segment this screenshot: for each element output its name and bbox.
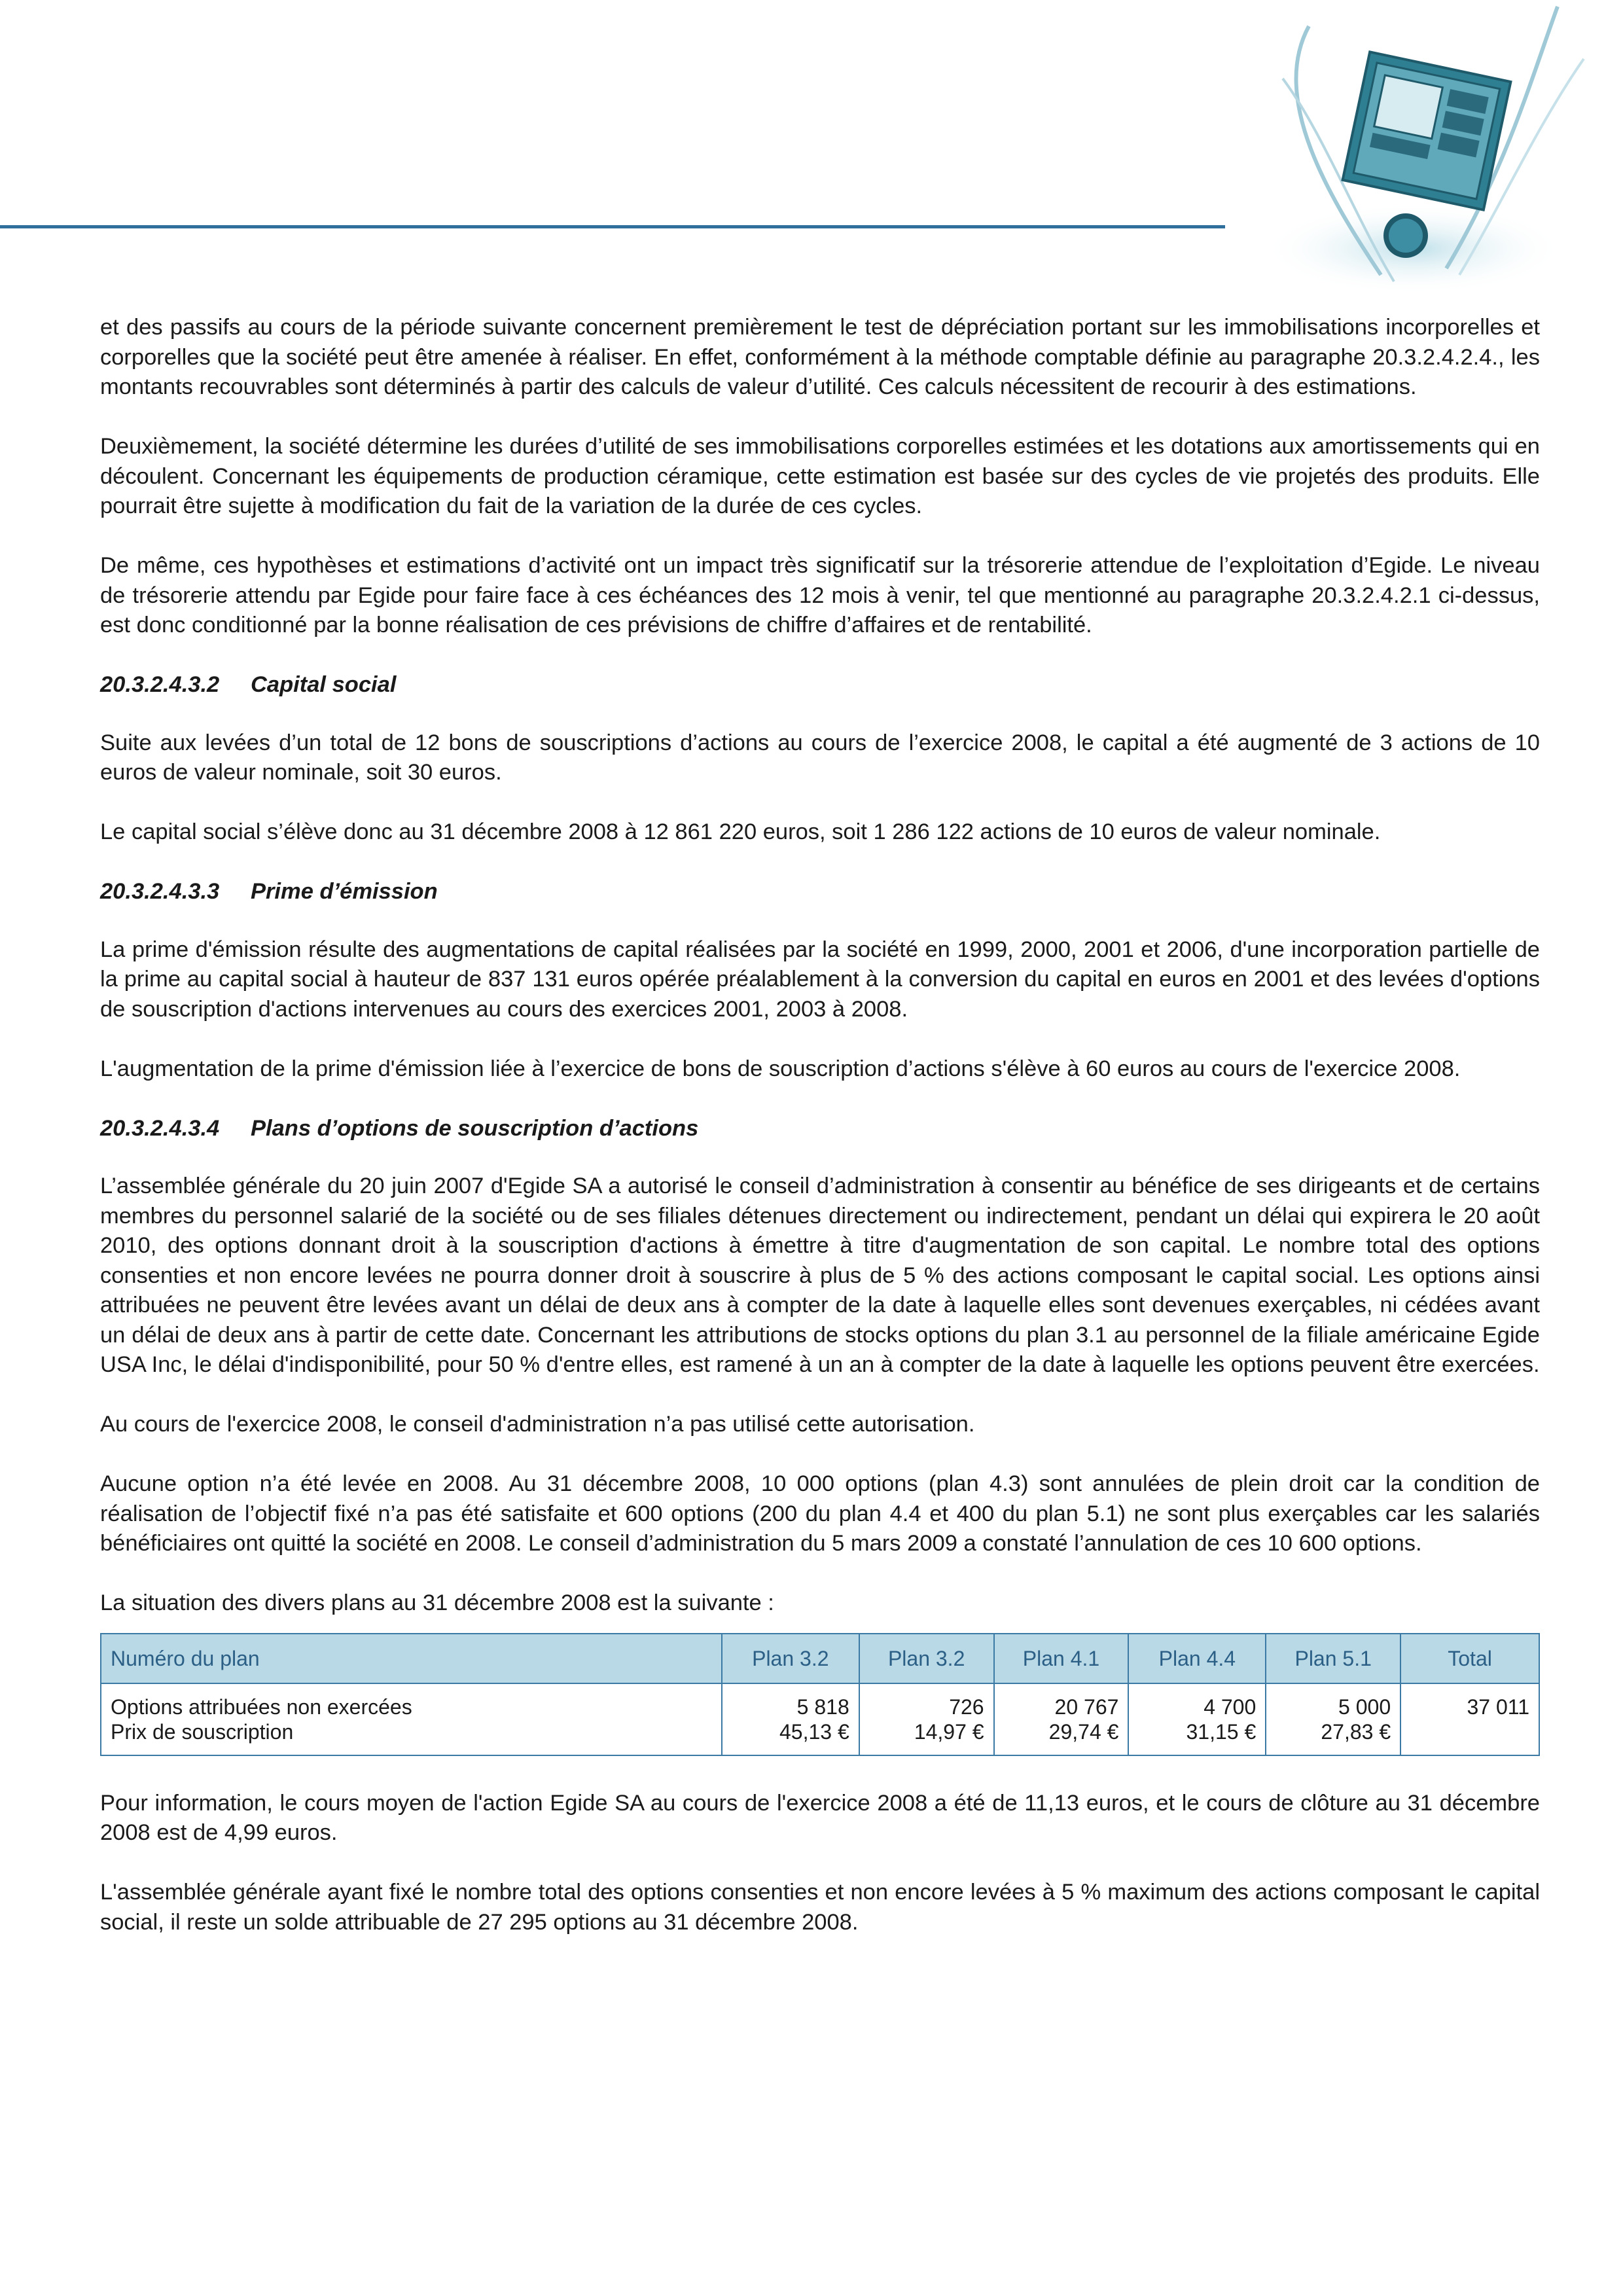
heading-capital-social xyxy=(100,670,1540,700)
table-cell xyxy=(994,1683,1129,1755)
table-header-cell: Total xyxy=(1400,1634,1539,1683)
document-body xyxy=(100,313,1540,1967)
table-row xyxy=(101,1683,1539,1755)
heading-number: 20.3.2.4.3.2 xyxy=(100,672,220,697)
cell-prix: 29,74 € xyxy=(1048,1719,1119,1744)
cell-options: 5 000 xyxy=(1338,1695,1391,1719)
table-cell xyxy=(859,1683,994,1755)
prime-paragraph-2: L'augmentation de la prime d'émission liée à l’exercice de bons de souscription d’actions s'élève à 60 euros au cours de l'exercice 2008. xyxy=(100,1056,1461,1081)
cell-prix xyxy=(1410,1719,1529,1744)
cell-options: 726 xyxy=(949,1695,984,1719)
heading-plans-options xyxy=(100,1114,1540,1144)
table-header-cell: Plan 4.1 xyxy=(994,1634,1129,1683)
row-label-options: Options attribuées non exercées xyxy=(111,1695,412,1719)
table-header-cell: Plan 3.2 xyxy=(722,1634,859,1683)
cell-options: 4 700 xyxy=(1204,1695,1257,1719)
capital-paragraph-1: Suite aux levées d’un total de 12 bons de souscriptions d’actions au cours de l’exercice 2008, le capital a été augmenté de 3 actions de 10 euros de valeur nominale, soit 30 euros. xyxy=(100,730,1540,785)
plans-paragraph-2: Au cours de l'exercice 2008, le conseil d'administration n’a pas utilisé cette autorisation. xyxy=(100,1412,975,1437)
table-header-cell: Plan 3.2 xyxy=(859,1634,994,1683)
intro-paragraph-1: et des passifs au cours de la période suivante concernent premièrement le test de dépréciation portant sur les immobilisations incorporelles et corporelles que la société peut être amenée à réaliser. En effet, conformément à la méthode comptable définie au paragraphe 20.3.2.4.2.4., les montants recouvrables sont déterminés à partir des calculs de valeur d’utilité. Ces calculs nécessitent de recourir à des estimations. xyxy=(100,315,1540,399)
cell-prix: 31,15 € xyxy=(1186,1719,1257,1744)
intro-paragraph-3: De même, ces hypothèses et estimations d’activité ont un impact très significatif sur la trésorerie attendue de l’exploitation d’Egide. Le niveau de trésorerie attendu par Egide pour faire face à ces échéances des 12 mois à venir, tel que mentionné au paragraphe 20.3.2.4.2.1 ci-dessus, est donc conditionné par la bonne réalisation de ces prévisions de chiffre d’affaires et de rentabilité. xyxy=(100,553,1540,637)
cell-prix: 27,83 € xyxy=(1321,1719,1391,1744)
table-row-labels xyxy=(101,1683,722,1755)
header-rule xyxy=(0,225,1225,228)
heading-number: 20.3.2.4.3.3 xyxy=(100,879,220,904)
closing-paragraph-1: Pour information, le cours moyen de l'action Egide SA au cours de l'exercice 2008 a été de 11,13 euros, et le cours de clôture au 31 décembre 2008 est de 4,99 euros. xyxy=(100,1790,1540,1845)
table-header-row xyxy=(101,1634,1539,1683)
heading-title: Prime d’émission xyxy=(251,879,438,904)
table-header-cell: Plan 4.4 xyxy=(1128,1634,1266,1683)
table-header-cell: Plan 5.1 xyxy=(1266,1634,1400,1683)
heading-number: 20.3.2.4.3.4 xyxy=(100,1115,220,1141)
table-header-cell: Numéro du plan xyxy=(101,1634,722,1683)
table-cell xyxy=(1128,1683,1266,1755)
prime-paragraph-1: La prime d'émission résulte des augmentations de capital réalisées par la société en 1999, 2000, 2001 et 2006, d'une incorporation partielle de la prime au capital social à hauteur de 837 131 euros opérée préalablement à la conversion du capital en euros en 2001 et des levées d'options de souscription d'actions intervenues au cours des exercices 2001, 2003 à 2008. xyxy=(100,937,1540,1022)
cell-prix: 45,13 € xyxy=(779,1719,849,1744)
capital-paragraph-2: Le capital social s’élève donc au 31 décembre 2008 à 12 861 220 euros, soit 1 286 122 actions de 10 euros de valeur nominale. xyxy=(100,819,1381,844)
table-cell xyxy=(1266,1683,1400,1755)
cell-options: 5 818 xyxy=(796,1695,849,1719)
row-label-prix: Prix de souscription xyxy=(111,1719,294,1744)
heading-title: Capital social xyxy=(251,672,397,697)
heading-title: Plans d’options de souscription d’actions xyxy=(251,1115,699,1141)
plans-paragraph-4: La situation des divers plans au 31 décembre 2008 est la suivante : xyxy=(100,1590,774,1615)
intro-paragraph-2: Deuxièmement, la société détermine les durées d’utilité de ses immobilisations corporelles estimées et les dotations aux amortissements qui en découlent. Concernant les équipements de production céramique, cette estimation est basée sur des cycles de vie projetés des produits. Elle pourrait être sujette à modification du fait de la variation de la durée de ces cycles. xyxy=(100,434,1540,518)
cell-options: 37 011 xyxy=(1467,1695,1529,1719)
heading-prime-emission xyxy=(100,877,1540,907)
plans-table xyxy=(100,1633,1540,1756)
table-cell xyxy=(1400,1683,1539,1755)
egide-logo xyxy=(1230,0,1597,308)
table-cell xyxy=(722,1683,859,1755)
plans-paragraph-1: L’assemblée générale du 20 juin 2007 d'Egide SA a autorisé le conseil d’administration à consentir au bénéfice de ses dirigeants et de certains membres du personnel salarié de la société ou de ses filiales détenues directement ou indirectement, pendant un délai qui expirera le 20 août 2010, des options donnant droit à la souscription d'actions à émettre à titre d'augmentation de son capital. Le nombre total des options consenties et non encore levées ne pourra donner droit à souscrire à plus de 5 % des actions composant le capital social. Les options ainsi attribuées ne peuvent être levées avant un délai de deux ans à compter de la date à laquelle elles sont devenues exerçables, ni cédées avant un délai de deux ans à partir de cette date. Concernant les attributions de stocks options du plan 3.1 au personnel de la filiale américaine Egide USA Inc, le délai d'indisponibilité, pour 50 % d'entre elles, est ramené à un an à compter de la date à laquelle les options peuvent être exercées. xyxy=(100,1174,1540,1377)
cell-prix: 14,97 € xyxy=(914,1719,984,1744)
plans-paragraph-3: Aucune option n’a été levée en 2008. Au 31 décembre 2008, 10 000 options (plan 4.3) sont annulées de plein droit car la condition de réalisation de l’objectif fixé n’a pas été satisfaite et 600 options (200 du plan 4.4 et 400 du plan 5.1) ne sont plus exerçables car les salariés bénéficiaires ont quitté la société en 2008. Le conseil d’administration du 5 mars 2009 a constaté l’annulation de ces 10 600 options. xyxy=(100,1471,1540,1556)
closing-paragraph-2: L'assemblée générale ayant fixé le nombre total des options consenties et non encore levées à 5 % maximum des actions composant le capital social, il reste un solde attribuable de 27 295 options au 31 décembre 2008. xyxy=(100,1880,1540,1935)
cell-options: 20 767 xyxy=(1054,1695,1119,1719)
